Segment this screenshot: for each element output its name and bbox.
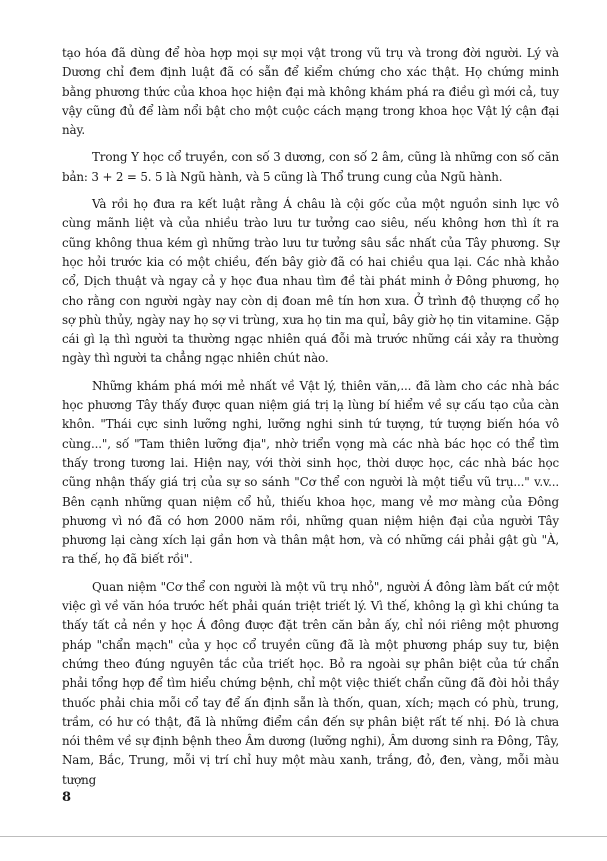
page-bottom-edge	[0, 836, 607, 837]
body-text	[62, 44, 559, 798]
paragraph-2: Trong Y học cổ truyền, con số 3 dương, con số 2 âm, cũng là những con số căn bản: 3 + 2 = 5. 5 là Ngũ hành, và 5 cũng là Thổ trung cung của Ngũ hành.	[62, 150, 559, 184]
paragraph-1: tạo hóa đã dùng để hòa hợp mọi sự mọi vật trong vũ trụ và trong đời người. Lý và Dương chỉ đem định luật đã có sẵn để kiểm chứng cho xác thật. Họ chứng minh bằng phương thức của khoa học hiện đại mà không khám phá ra điều gì mới cả, tuy vậy cũng đủ để làm nổi bật cho một cuộc cách mạng trong khoa học Vật lý cận đại này.	[62, 46, 559, 138]
page-number: 8	[62, 790, 72, 805]
paragraph-5: Quan niệm "Cơ thể con người là một vũ trụ nhỏ", người Á đông làm bất cứ một việc gì về văn hóa trước hết phải quán triệt triết lý. Vì thế, không lạ gì khi chúng ta thấy tất cả nền y học Á đông được đặt trên căn bản ấy, chỉ nói riêng một phương pháp "chẩn mạch" của y học cổ truyền cũng đã là một phương pháp suy tư, biện chứng theo đúng nguyên tắc của triết học. Bỏ ra ngoài sự phân biệt của tứ chẩn phải tổng hợp để tìm hiểu chứng bệnh, chỉ một việc thiết chẩn cũng đã đòi hỏi thầy thuốc phải chia mỗi cổ tay để ấn định sẵn là thốn, quan, xích; mạch có phù, trung, trầm, có hư có thật, đã là những điểm cần đến sự phân biệt rất tế nhị. Đó là chưa nói thêm về sự định bệnh theo Âm dương (lưỡng nghi), Âm dương sinh ra Đông, Tây, Nam, Bắc, Trung, mỗi vị trí chỉ huy một màu xanh, trắng, đỏ, đen, vàng, mỗi màu tượng	[62, 579, 559, 787]
paragraph-4: Những khám phá mới mẻ nhất về Vật lý, thiên văn,... đã làm cho các nhà bác học phương Tây thấy được quan niệm giá trị lạ lùng bí hiểm về sự cấu tạo của càn khôn. "Thái cực sinh lưỡng nghi, lưỡng nghi sinh tứ tượng, tứ tượng biến hóa vô cùng...", số "Tam thiên lưỡng địa", nhờ triển vọng mà các nhà bác học có thể tìm thấy trong tương lai. Hiện nay, với thời sinh học, thời dược học, các nhà bác học cũng nhận thấy giá trị của sự so sánh "Cơ thể con người là một tiểu vũ trụ..." v.v... Bên cạnh những quan niệm cổ hủ, thiếu khoa học, mang vẻ mơ màng của Đông phương vì nó đã có hơn 2000 năm rồi, những quan niệm hiện đại của người Tây phương lại càng xích lại gần hơn và thân mật hơn, và có những cái phải gật gù "À, ra thế, họ đã biết rồi".	[62, 378, 559, 567]
paragraph-3: Và rồi họ đưa ra kết luật rằng Á châu là cội gốc của một nguồn sinh lực vô cùng mãnh liệt và của nhiều trào lưu tư tưởng cao siêu, nếu không hơn thì ít ra cũng không thua kém gì những trào lưu tư tưởng sâu sắc nhất của Tây phương. Sự học hỏi trước kia có một chiều, đến bây giờ đã có hai chiều qua lại. Các nhà khảo cổ, Dịch thuật và ngay cả y học đua nhau tìm đề tài phát minh ở Đông phương, họ cho rằng con người ngày nay còn dị đoan mê tín hơn xưa. Ở trình độ thượng cổ họ sợ phù thủy, ngày nay họ sợ vi trùng, xưa họ tin ma quỉ, bây giờ họ tin vitamine. Gặp cái gì lạ thì người ta thường ngạc nhiên quá đỗi mà trước những cái xảy ra thường ngày thì người ta chẳng ngạc nhiên chút nào.	[62, 197, 559, 366]
